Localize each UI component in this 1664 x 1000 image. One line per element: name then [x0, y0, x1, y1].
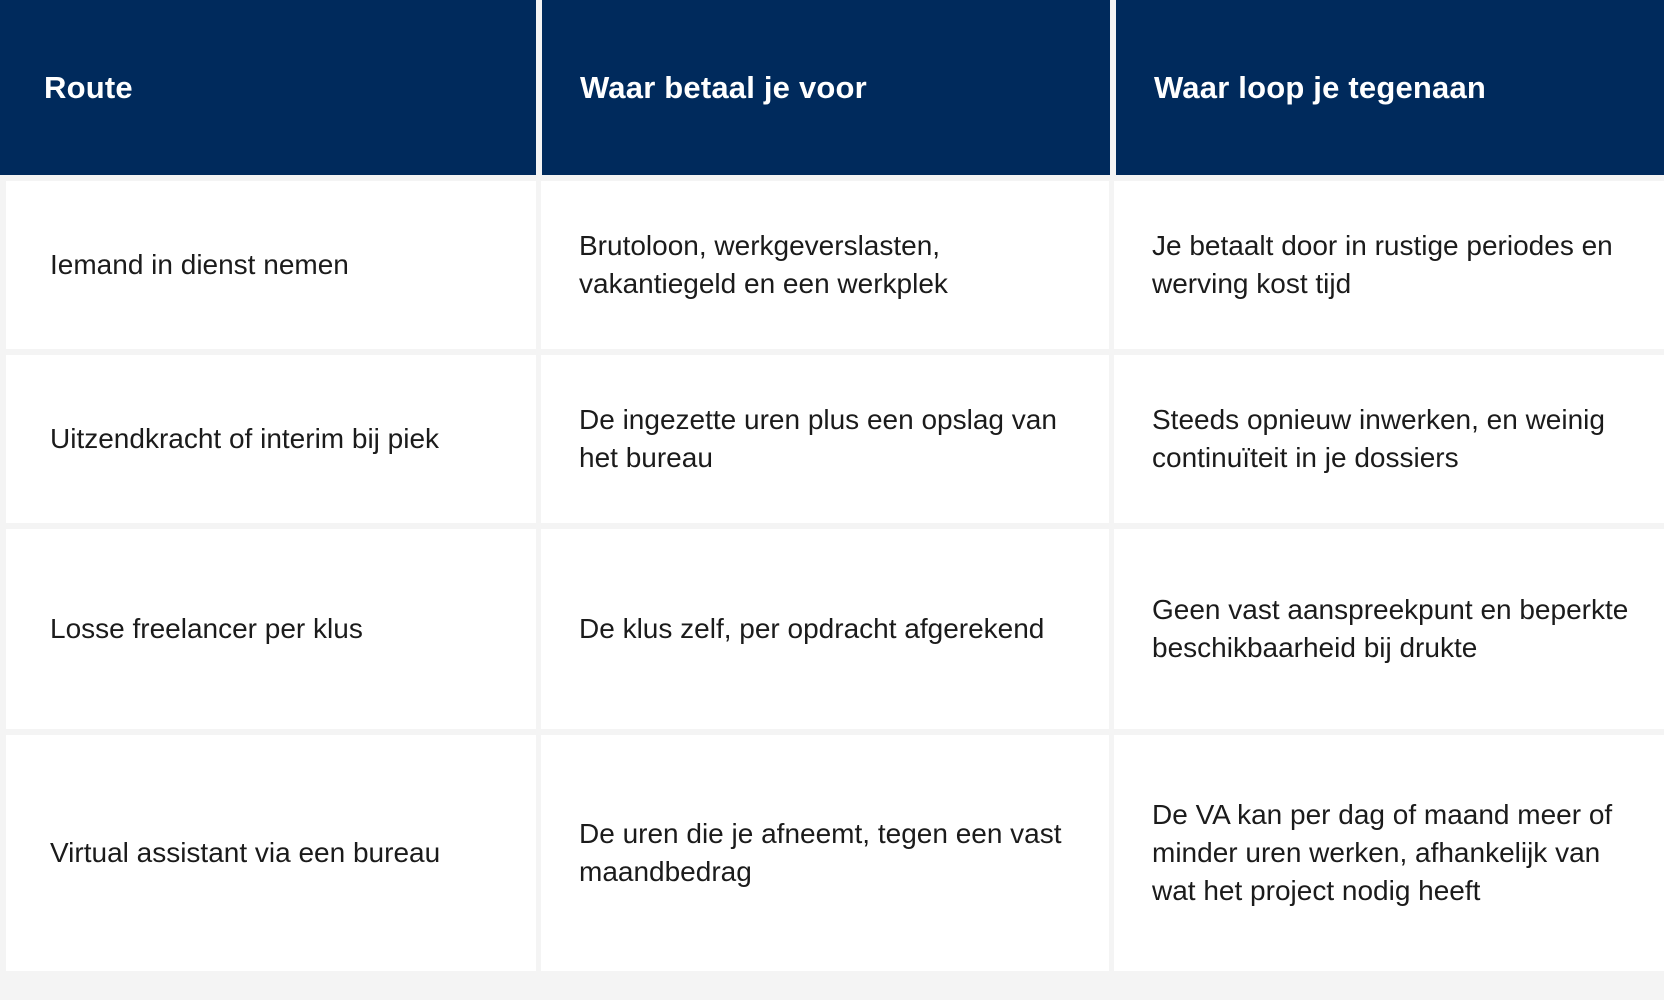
header-route: Route: [0, 0, 536, 175]
cell-pay: Brutoloon, werkgeverslasten, vakantiegeld en een werkplek: [541, 181, 1109, 349]
cell-issue: De VA kan per dag of maand meer of minder uren werken, afhankelijk van wat het project nodig heeft: [1114, 735, 1664, 971]
cell-route: Iemand in dienst nemen: [6, 181, 536, 349]
cell-route: Uitzendkracht of interim bij piek: [6, 355, 536, 523]
table-row: [0, 181, 1664, 349]
table-row: [0, 355, 1664, 523]
cell-route: Virtual assistant via een bureau: [6, 735, 536, 971]
cell-pay: De ingezette uren plus een opslag van het bureau: [541, 355, 1109, 523]
header-pay: Waar betaal je voor: [542, 0, 1110, 175]
cell-route: Losse freelancer per klus: [6, 529, 536, 729]
cell-issue: Je betaalt door in rustige periodes en werving kost tijd: [1114, 181, 1664, 349]
cell-issue: Steeds opnieuw inwerken, en weinig continuïteit in je dossiers: [1114, 355, 1664, 523]
cell-issue: Geen vast aanspreekpunt en beperkte beschikbaarheid bij drukte: [1114, 529, 1664, 729]
table-row: [0, 735, 1664, 971]
cell-pay: De uren die je afneemt, tegen een vast maandbedrag: [541, 735, 1109, 971]
cell-pay: De klus zelf, per opdracht afgerekend: [541, 529, 1109, 729]
table-row: [0, 529, 1664, 729]
table-header: [0, 0, 1664, 175]
header-issue: Waar loop je tegenaan: [1116, 0, 1664, 175]
